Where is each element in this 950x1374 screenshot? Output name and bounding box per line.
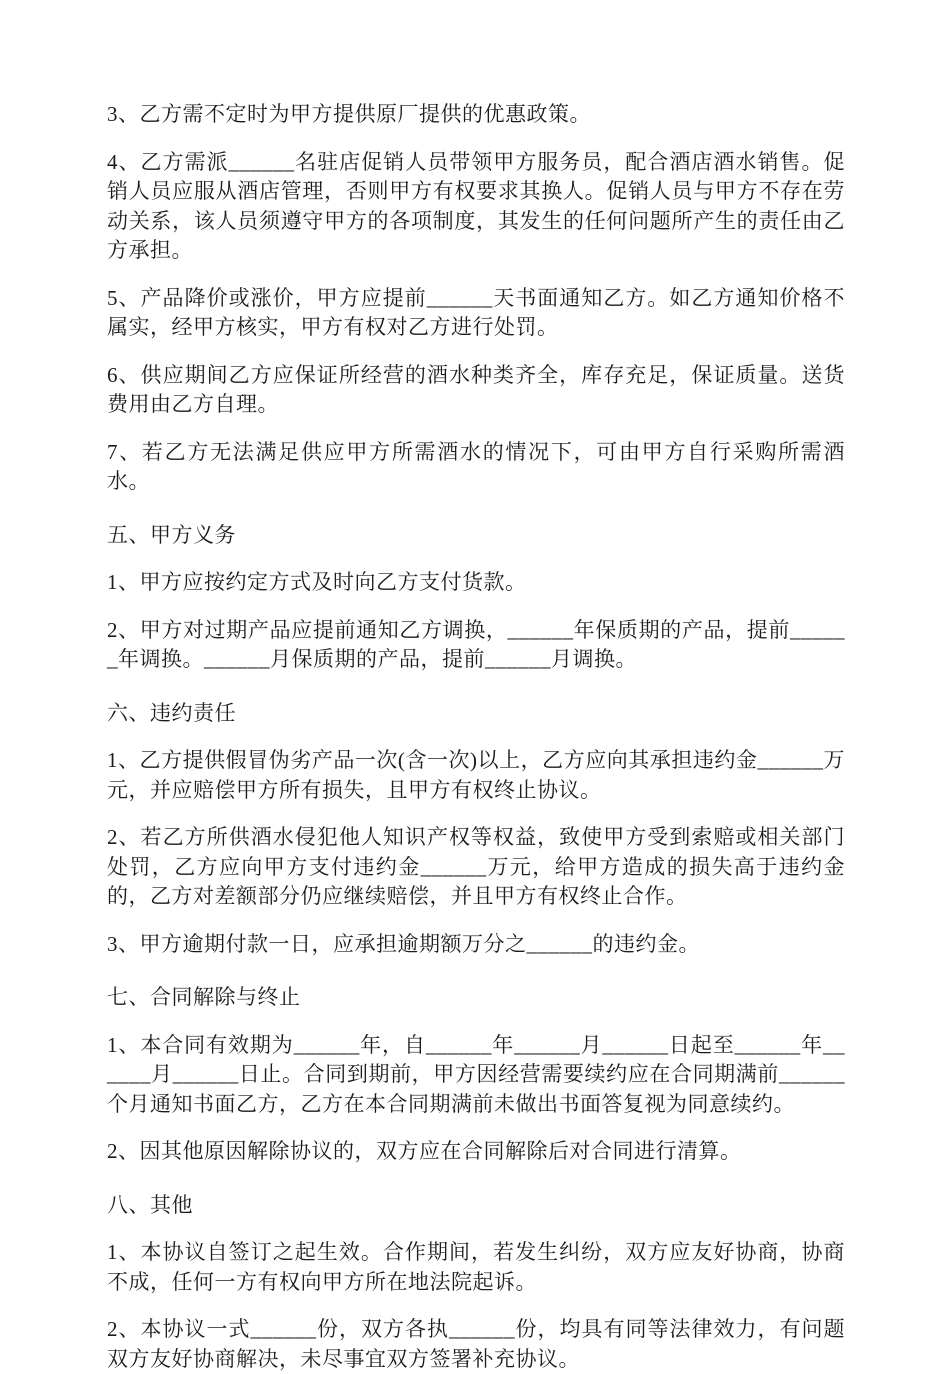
contract-clause: 7、若乙方无法满足供应甲方所需酒水的情况下，可由甲方自行采购所需酒水。 [107,439,845,493]
contract-body [107,100,845,1374]
contract-clause: 2、因其他原因解除协议的，双方应在合同解除后对合同进行清算。 [107,1139,742,1163]
contract-clause: 1、本合同有效期为______年，自______年______月______日起至______年______月______日止。合同到期前，甲方因经营需要续约应在合同期满前______个月通知书面乙方，乙方在本合同期满前未做出书面答复视为同意续约。 [107,1032,845,1116]
contract-clause: 5、产品降价或涨价，甲方应提前______天书面通知乙方。如乙方通知价格不属实，经甲方核实，甲方有权对乙方进行处罚。 [107,285,845,339]
section-heading-miscellaneous: 八、其他 [107,1192,193,1217]
contract-clause: 3、甲方逾期付款一日，应承担逾期额万分之______的违约金。 [107,931,700,956]
section-heading-breach-liability: 六、违约责任 [107,700,236,725]
contract-clause: 1、本协议自签订之起生效。合作期间，若发生纠纷，双方应友好协商，协商不成，任何一方有权向甲方所在地法院起诉。 [107,1240,845,1294]
section-heading-termination: 七、合同解除与终止 [107,985,301,1009]
contract-clause: 2、本协议一式______份，双方各执______份，均具有同等法律效力，有问题双方友好协商解决，未尽事宜双方签署补充协议。 [107,1317,845,1371]
contract-clause: 4、乙方需派______名驻店促销人员带领甲方服务员，配合酒店酒水销售。促销人员应服从酒店管理，否则甲方有权要求其换人。促销人员与甲方不存在劳动关系，该人员须遵守甲方的各项制度，其发生的任何问题所产生的责任由乙方承担。 [107,149,845,262]
contract-clause: 2、若乙方所供酒水侵犯他人知识产权等权益，致使甲方受到索赔或相关部门处罚，乙方应向甲方支付违约金______万元，给甲方造成的损失高于违约金的，乙方对差额部分仍应继续赔偿，并且甲方有权终止合作。 [107,825,845,908]
contract-clause: 2、甲方对过期产品应提前通知乙方调换，______年保质期的产品，提前______年调换。______月保质期的产品，提前______月调换。 [107,617,845,671]
contract-clause: 6、供应期间乙方应保证所经营的酒水种类齐全，库存充足，保证质量。送货费用由乙方自理。 [107,362,845,416]
contract-clause: 3、乙方需不定时为甲方提供原厂提供的优惠政策。 [107,102,591,126]
contract-clause: 1、乙方提供假冒伪劣产品一次(含一次)以上，乙方应向其承担违约金______万元，并应赔偿甲方所有损失，且甲方有权终止协议。 [107,748,845,802]
section-heading-party-a-obligations: 五、甲方义务 [107,522,236,547]
contract-clause: 1、甲方应按约定方式及时向乙方支付货款。 [107,570,527,594]
